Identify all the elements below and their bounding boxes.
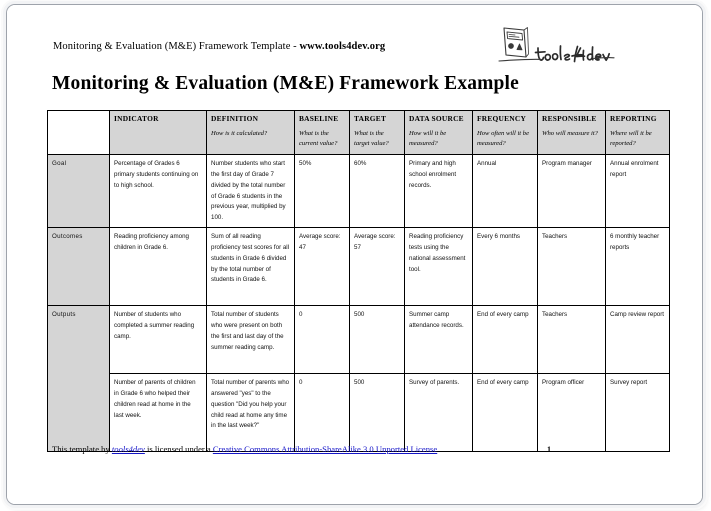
cell-data-source: Primary and high school enrolment records.	[405, 155, 473, 228]
mne-framework-table-wrapper	[47, 110, 669, 452]
cell-reporting: 6 monthly teacher reports	[606, 228, 670, 306]
tools4dev-logo	[494, 23, 616, 69]
running-header-prefix: Monitoring & Evaluation (M&E) Framework Template -	[53, 41, 300, 52]
table-row	[48, 306, 670, 374]
column-header-title: DATA SOURCE	[409, 114, 464, 123]
footer-suffix: .	[437, 444, 440, 454]
cell-responsible: Program officer	[538, 374, 606, 452]
table-corner-cell	[48, 111, 110, 155]
column-header-title: FREQUENCY	[477, 114, 527, 123]
column-header-subtitle: Who will measure it?	[542, 129, 598, 137]
running-header-text	[53, 41, 385, 52]
cell-data-source: Survey of parents.	[405, 374, 473, 452]
cell-target: 500	[350, 306, 405, 374]
cell-target: 60%	[350, 155, 405, 228]
cell-data-source: Reading proficiency tests using the national assessment tool.	[405, 228, 473, 306]
cell-definition: Total number of parents who answered "yes" to the question "Did you help your child read at home any time in the last week?"	[207, 374, 295, 452]
cell-indicator: Number of parents of children in Grade 6 who helped their children read at home in the last week.	[110, 374, 207, 452]
table-header-row	[48, 111, 670, 155]
tools4dev-wordmark	[536, 46, 610, 62]
page-number: 1	[547, 445, 551, 454]
cell-data-source: Summer camp attendance records.	[405, 306, 473, 374]
column-header-title: INDICATOR	[114, 114, 159, 123]
column-header-baseline	[295, 111, 350, 155]
row-label-outputs: Outputs	[48, 306, 110, 452]
column-header-reporting	[606, 111, 670, 155]
cell-indicator: Number of students who completed a summer reading camp.	[110, 306, 207, 374]
column-header-responsible	[538, 111, 606, 155]
cell-definition: Total number of students who were present on both the first and last day of the summer reading camp.	[207, 306, 295, 374]
cell-target: 500	[350, 374, 405, 452]
column-header-frequency	[473, 111, 538, 155]
column-header-subtitle: How will it be measured?	[409, 129, 447, 147]
cell-reporting: Annual enrolment report	[606, 155, 670, 228]
logo-underline-left	[499, 59, 541, 61]
column-header-subtitle: What is the target value?	[354, 129, 389, 147]
cell-frequency: Every 6 months	[473, 228, 538, 306]
cell-baseline: 0	[295, 374, 350, 452]
cell-target: Average score: 57	[350, 228, 405, 306]
column-header-definition	[207, 111, 295, 155]
column-header-data-source	[405, 111, 473, 155]
creative-commons-license-link[interactable]: Creative Commons Attribution-ShareAlike 3.0 Unported License	[212, 444, 438, 454]
tools4dev-link[interactable]: tools4dev	[111, 444, 145, 454]
sketched-document-icon	[504, 28, 529, 58]
page-title: Monitoring & Evaluation (M&E) Framework Example	[52, 73, 519, 94]
row-label-outcomes: Outcomes	[48, 228, 110, 306]
cell-responsible: Teachers	[538, 228, 606, 306]
column-header-subtitle: What is the current value?	[299, 129, 338, 147]
column-header-title: BASELINE	[299, 114, 339, 123]
logo-underline-right	[594, 58, 614, 59]
row-label-goal: Goal	[48, 155, 110, 228]
document-page	[7, 5, 702, 504]
column-header-subtitle: How often will it be measured?	[477, 129, 530, 147]
cell-definition: Number students who start the first day of Grade 7 divided by the total number of Grade 6 students in the previous year, multiplied by 100.	[207, 155, 295, 228]
column-header-title: REPORTING	[610, 114, 657, 123]
cell-reporting: Survey report	[606, 374, 670, 452]
table-row	[48, 228, 670, 306]
cell-indicator: Percentage of Grades 6 primary students continuing on to high school.	[110, 155, 207, 228]
cell-frequency: Annual	[473, 155, 538, 228]
cell-indicator: Reading proficiency among children in Grade 6.	[110, 228, 207, 306]
table-row	[48, 374, 670, 452]
cell-reporting: Camp review report	[606, 306, 670, 374]
column-header-title: DEFINITION	[211, 114, 259, 123]
column-header-subtitle: Where will it be reported?	[610, 129, 652, 147]
document-running-header	[7, 5, 702, 65]
cell-frequency: End of every camp	[473, 374, 538, 452]
column-header-title: RESPONSIBLE	[542, 114, 597, 123]
cell-frequency: End of every camp	[473, 306, 538, 374]
footer-prefix: This template by	[52, 444, 112, 454]
mne-framework-table	[47, 110, 670, 452]
column-header-title: TARGET	[354, 114, 387, 123]
cell-baseline: 0	[295, 306, 350, 374]
column-header-subtitle: How is it calculated?	[211, 129, 268, 137]
cell-baseline: Average score: 47	[295, 228, 350, 306]
column-header-target	[350, 111, 405, 155]
cell-definition: Sum of all reading proficiency test scores for all students in Grade 6 divided by the total number of students in Grade 6.	[207, 228, 295, 306]
footer-middle: is licensed under a	[144, 444, 213, 454]
license-footer	[52, 444, 632, 454]
column-header-indicator	[110, 111, 207, 155]
cell-responsible: Program manager	[538, 155, 606, 228]
running-header-site: www.tools4dev.org	[299, 41, 386, 52]
document-page-frame	[6, 4, 703, 505]
cell-responsible: Teachers	[538, 306, 606, 374]
tools4dev-logo-svg	[494, 23, 616, 69]
table-row	[48, 155, 670, 228]
cell-baseline: 50%	[295, 155, 350, 228]
